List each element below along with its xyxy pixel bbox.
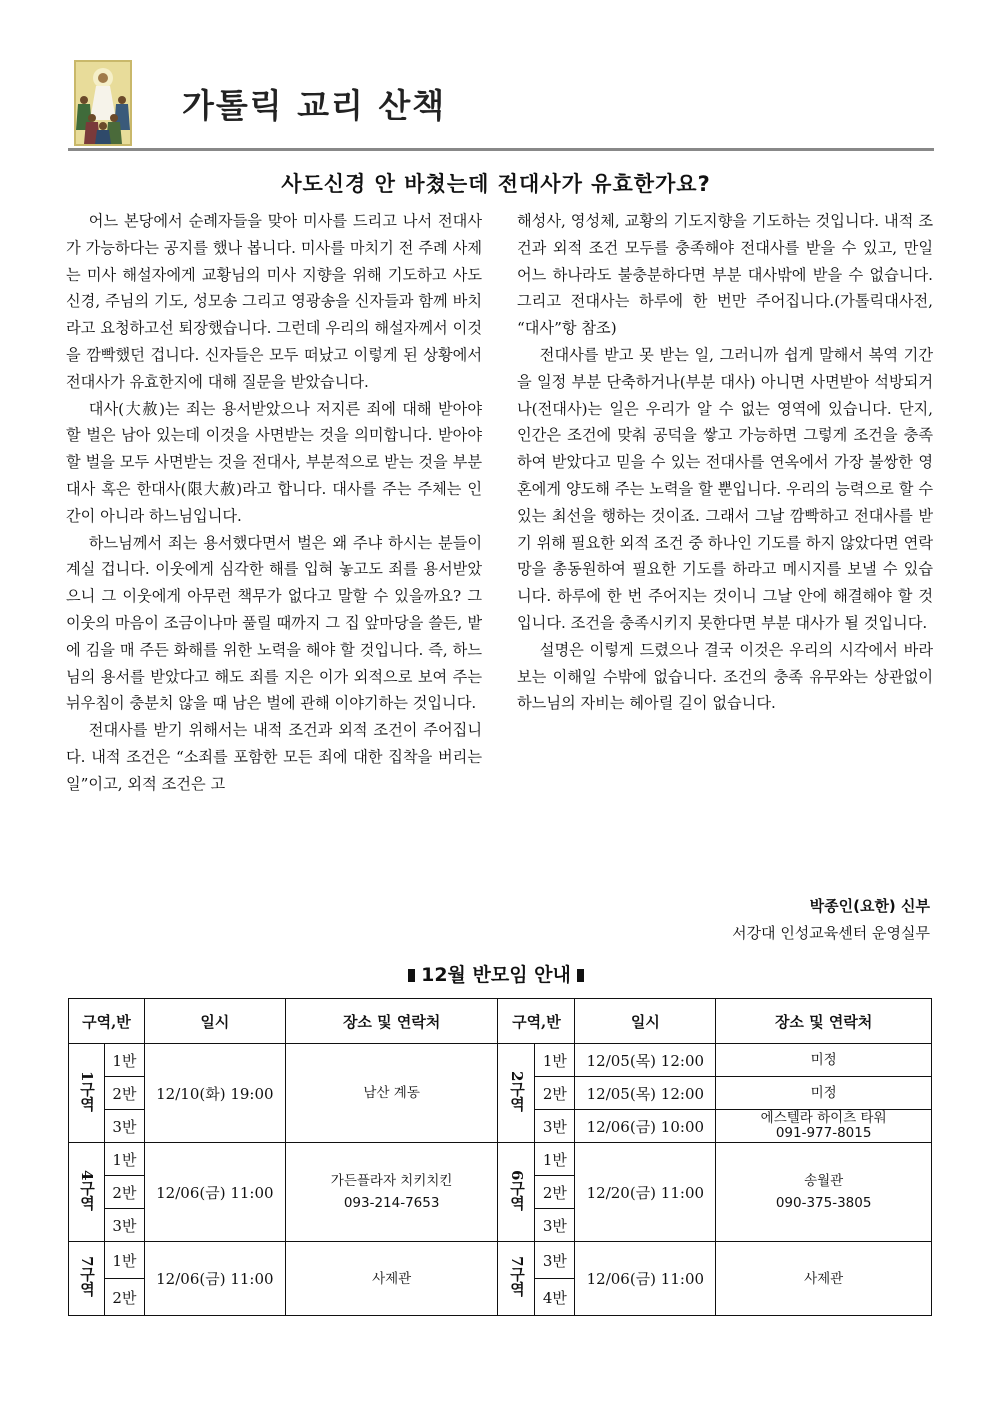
place-cell: 미정 xyxy=(716,1044,932,1077)
place-name: 송월관 xyxy=(804,1173,844,1189)
ban-cell: 3반 xyxy=(535,1242,575,1279)
place-cell: 미정 xyxy=(716,1077,932,1110)
table-header-row xyxy=(69,999,932,1044)
article-left-column xyxy=(66,208,482,798)
ban-cell: 3반 xyxy=(104,1209,144,1242)
date-cell: 12/20(금) 11:00 xyxy=(575,1143,716,1242)
zone-label: 7구역 xyxy=(77,1256,96,1297)
square-bullet-icon xyxy=(408,969,415,982)
schedule-title xyxy=(0,960,992,987)
place-cell: 사제관 xyxy=(716,1242,932,1316)
zone-label: 1구역 xyxy=(77,1070,96,1112)
place-name: 가든플라자 치키치킨 xyxy=(330,1173,453,1189)
ban-cell: 1반 xyxy=(104,1044,144,1077)
ban-cell: 2반 xyxy=(104,1077,144,1110)
zone-label: 6구역 xyxy=(507,1169,526,1211)
date-cell: 12/06(금) 11:00 xyxy=(144,1242,285,1316)
ban-cell: 1반 xyxy=(535,1143,575,1176)
ban-cell: 3반 xyxy=(535,1110,575,1143)
article-paragraph: 하느님께서 죄는 용서했다면서 벌은 왜 주냐 하시는 분들이 계실 겁니다. 이웃에게 심각한 해를 입혀 놓고도 죄를 용서받았으니 그 이웃에게 아무런 책무가 없다고 말할 수 있을까요? 그 이웃의 마음이 조금이나마 풀릴 때까지 그 집 앞마당을 쓸든, 밭에 김을 매 주든 화해를 위한 노력을 해야 할 것입니다. 즉, 하느님의 용서를 받았다고 해도 죄를 지은 이가 외적으로 보여 주는 뉘우침이 충분치 않을 때 남은 벌에 관해 이야기하는 것입니다. xyxy=(66,533,482,713)
date-cell: 12/06(금) 11:00 xyxy=(575,1242,716,1316)
table-row xyxy=(69,1044,932,1077)
column-header: 일시 xyxy=(144,999,285,1044)
place-name: 에스텔라 하이츠 타워 xyxy=(760,1110,887,1126)
zone-label: 7구역 xyxy=(507,1256,526,1297)
column-header: 구역,반 xyxy=(69,999,145,1044)
ban-cell: 3반 xyxy=(104,1110,144,1143)
schedule-title-text: 12월 반모임 안내 xyxy=(421,964,571,986)
place-cell xyxy=(716,1110,932,1143)
article-paragraph: 전대사를 받기 위해서는 내적 조건과 외적 조건이 주어집니다. 내적 조건은 “소죄를 포함한 모든 죄에 대한 집착을 버리는 일”이고, 외적 조건은 고 xyxy=(66,721,482,793)
article-paragraph: 해성사, 영성체, 교황의 기도지향을 기도하는 것입니다. 내적 조건과 외적 조건 모두를 충족해야 전대사를 받을 수 있고, 만일 어느 하나라도 불충분하다면 부분 대사밖에 받을 수 없습니다. 그리고 전대사는 하루에 한 번만 주어집니다.(가톨릭대사전, “대사”항 참조) xyxy=(517,212,933,338)
column-header: 구역,반 xyxy=(498,999,575,1044)
article-paragraph: 대사(大赦)는 죄는 용서받았으나 저지른 죄에 대해 받아야 할 벌은 남아 있는데 이것을 사면받는 것을 의미합니다. 받아야 할 벌을 모두 사면받는 것을 전대사, 부분적으로 받는 것을 부분 대사 혹은 한대사(限大赦)라고 합니다. 대사를 주는 주체는 인간이 아니라 하느님입니다. xyxy=(66,399,482,525)
place-phone: 090-375-3805 xyxy=(775,1195,872,1211)
table-row xyxy=(69,1143,932,1176)
ban-cell: 2반 xyxy=(535,1176,575,1209)
author-role: 서강대 인성교육센터 운영실무 xyxy=(732,924,930,942)
date-cell: 12/06(금) 10:00 xyxy=(575,1110,716,1143)
place-cell xyxy=(716,1143,932,1242)
ban-cell: 2반 xyxy=(104,1176,144,1209)
square-bullet-icon xyxy=(577,969,584,982)
article-paragraph: 어느 본당에서 순례자들을 맞아 미사를 드리고 나서 전대사가 가능하다는 공지를 했나 봅니다. 미사를 마치기 전 주례 사제는 미사 해설자에게 교황님의 미사 지향을 위해 기도하고 사도신경, 주님의 기도, 성모송 그리고 영광송을 신자들과 함께 바치라고 요청하고선 퇴장했습니다. 그런데 우리의 해설자께서 이것을 깜빡했던 겁니다. 신자들은 모두 떠났고 이렇게 된 상황에서 전대사가 유효한지에 대해 질문을 받았습니다. xyxy=(66,212,482,391)
article-title: 사도신경 안 바쳤는데 전대사가 유효한가요? xyxy=(281,172,711,196)
zone-label: 4구역 xyxy=(77,1169,96,1211)
zone-cell xyxy=(69,1143,105,1242)
ban-cell: 1반 xyxy=(104,1242,144,1279)
date-cell: 12/06(금) 11:00 xyxy=(144,1143,285,1242)
column-header: 장소 및 연락처 xyxy=(716,999,932,1044)
page-header xyxy=(70,58,934,150)
column-header: 일시 xyxy=(575,999,716,1044)
header-divider xyxy=(68,148,934,151)
author-name: 박종인(요한) 신부 xyxy=(809,897,930,915)
place-phone: 091-977-8015 xyxy=(775,1125,872,1141)
zone-cell xyxy=(69,1044,105,1143)
ban-cell: 3반 xyxy=(535,1209,575,1242)
header-title: 가톨릭 교리 산책 xyxy=(182,86,447,125)
zone-cell xyxy=(69,1242,105,1316)
article-paragraph: 전대사를 받고 못 받는 일, 그러니까 쉽게 말해서 복역 기간을 일정 부분 단축하거나(부분 대사) 아니면 사면받아 석방되거나(전대사)는 일은 우리가 알 수 없는 영역에 있습니다. 단지, 인간은 조건에 맞춰 공덕을 쌓고 가능하면 그렇게 조건을 충족하여 받았다고 믿을 수 있는 전대사를 연옥에서 가장 불쌍한 영혼에게 양도해 주는 노력을 할 뿐입니다. 우리의 능력으로 할 수 있는 최선을 행하는 것이죠. 그래서 그날 깜빡하고 전대사를 받기 위해 필요한 외적 조건 중 하나인 기도를 하지 않았다면 연락망을 총동원하여 필요한 기도를 하라고 메시지를 보낼 수 있습니다. 하루에 한 번 주어지는 것이니 그날 안에 해결해야 할 것입니다. 조건을 충족시키지 못한다면 부분 대사가 될 것입니다. xyxy=(517,345,933,632)
ban-cell: 2반 xyxy=(104,1279,144,1316)
date-cell: 12/05(목) 12:00 xyxy=(575,1044,716,1077)
ban-cell: 1반 xyxy=(535,1044,575,1077)
article-right-column xyxy=(517,208,933,717)
place-cell: 사제관 xyxy=(285,1242,498,1316)
ban-cell: 4반 xyxy=(535,1279,575,1316)
ban-cell: 2반 xyxy=(535,1077,575,1110)
zone-cell xyxy=(498,1044,535,1143)
place-cell: 남산 계동 xyxy=(285,1044,498,1143)
zone-cell xyxy=(498,1143,535,1242)
zone-cell xyxy=(498,1242,535,1316)
place-phone: 093-214-7653 xyxy=(343,1195,440,1211)
ban-cell: 1반 xyxy=(104,1143,144,1176)
logo-icon xyxy=(74,60,132,146)
author-block xyxy=(732,893,930,947)
schedule-table xyxy=(68,998,932,1316)
date-cell: 12/10(화) 19:00 xyxy=(144,1044,285,1143)
date-cell: 12/05(목) 12:00 xyxy=(575,1077,716,1110)
article-paragraph: 설명은 이렇게 드렸으나 결국 이것은 우리의 시각에서 바라보는 이해일 수밖에 없습니다. 조건의 충족 유무와는 상관없이 하느님의 자비는 헤아릴 길이 없습니다. xyxy=(517,640,933,713)
place-cell xyxy=(285,1143,498,1242)
column-header: 장소 및 연락처 xyxy=(285,999,498,1044)
zone-label: 2구역 xyxy=(507,1070,526,1112)
table-row xyxy=(69,1242,932,1279)
